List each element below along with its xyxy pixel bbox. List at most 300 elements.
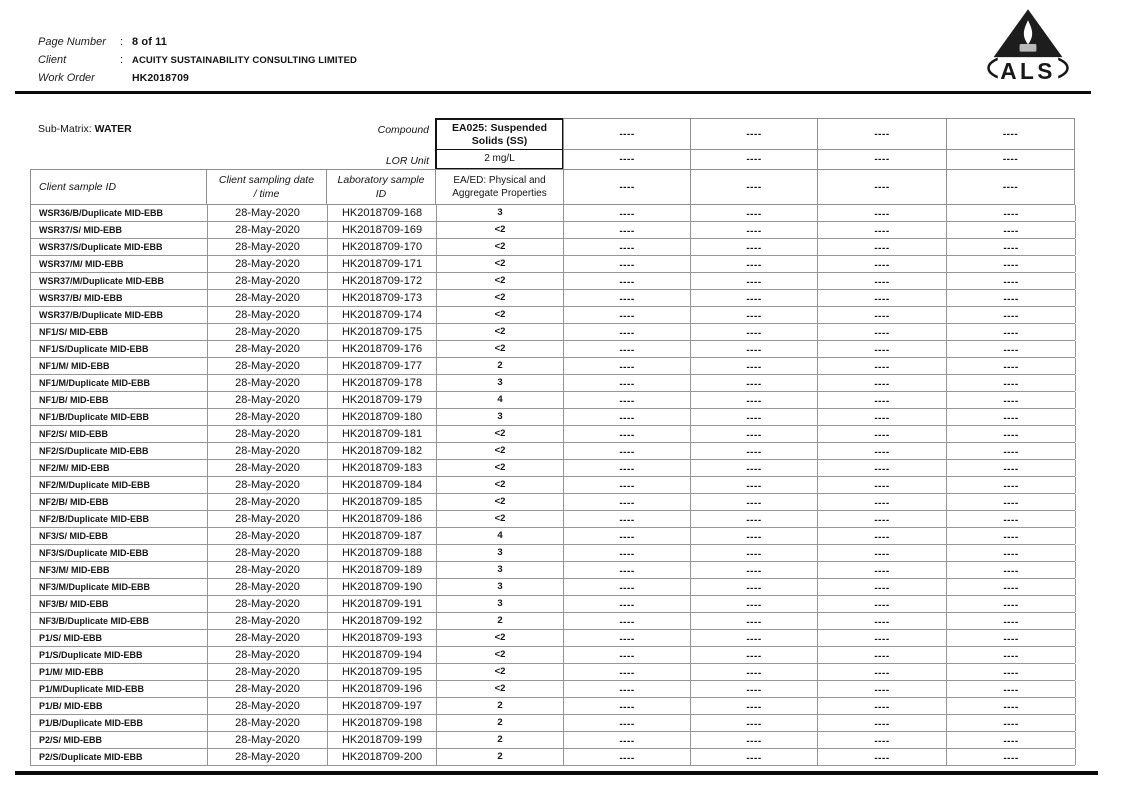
placeholder-dash: ---- — [947, 545, 1076, 561]
placeholder-dash: ---- — [818, 426, 947, 442]
placeholder-dash: ---- — [947, 290, 1076, 306]
result-value: 2 — [437, 613, 564, 629]
placeholder-dash: ---- — [947, 273, 1076, 289]
placeholder-dash: ---- — [564, 205, 691, 221]
sampling-date: 28-May-2020 — [208, 460, 328, 476]
sampling-date: 28-May-2020 — [208, 426, 328, 442]
placeholder-dash: ---- — [947, 681, 1076, 697]
result-value: <2 — [437, 664, 564, 680]
placeholder-dash: ---- — [947, 715, 1076, 731]
result-value: 2 — [437, 698, 564, 714]
table-row — [31, 749, 1075, 766]
table-row — [31, 341, 1075, 358]
placeholder-dash: ---- — [947, 494, 1076, 510]
placeholder-dash: ---- — [947, 341, 1076, 357]
result-value: 2 — [437, 732, 564, 748]
placeholder-dash: ---- — [818, 630, 947, 646]
lab-sample-id: HK2018709-197 — [328, 698, 437, 714]
table-row — [31, 460, 1075, 477]
placeholder-dash: ---- — [691, 341, 818, 357]
lab-sample-id: HK2018709-185 — [328, 494, 437, 510]
lab-sample-id: HK2018709-195 — [328, 664, 437, 680]
placeholder-dash: ---- — [818, 273, 947, 289]
sampling-date: 28-May-2020 — [208, 562, 328, 578]
page-number-value: 8 of 11 — [132, 36, 167, 48]
lab-sample-id: HK2018709-171 — [328, 256, 437, 272]
result-value: <2 — [437, 477, 564, 493]
empty-compound-cell — [690, 118, 818, 150]
placeholder-dash: ---- — [947, 256, 1076, 272]
placeholder-dash: ---- — [947, 443, 1076, 459]
placeholder-dash: ---- — [564, 562, 691, 578]
sampling-date: 28-May-2020 — [208, 749, 328, 765]
sampling-date: 28-May-2020 — [208, 341, 328, 357]
lab-sample-id: HK2018709-180 — [328, 409, 437, 425]
result-value: <2 — [437, 273, 564, 289]
placeholder-dash: ---- — [947, 392, 1076, 408]
lab-sample-id: HK2018709-181 — [328, 426, 437, 442]
sampling-date: 28-May-2020 — [208, 647, 328, 663]
client-sample-id: NF1/B/ MID-EBB — [31, 392, 208, 408]
table-row — [31, 647, 1075, 664]
placeholder-dash: ---- — [564, 256, 691, 272]
sampling-date: 28-May-2020 — [208, 664, 328, 680]
result-value: 4 — [437, 528, 564, 544]
placeholder-dash: ---- — [691, 715, 818, 731]
result-value: <2 — [437, 222, 564, 238]
placeholder-dash: ---- — [947, 562, 1076, 578]
lab-sample-id: HK2018709-178 — [328, 375, 437, 391]
placeholder-dash: ---- — [818, 460, 947, 476]
placeholder-dash: ---- — [691, 392, 818, 408]
lab-sample-id: HK2018709-170 — [328, 239, 437, 255]
sampling-date: 28-May-2020 — [208, 681, 328, 697]
empty-compound-cell — [563, 118, 691, 150]
placeholder-dash: ---- — [619, 128, 635, 140]
empty-lor-cell — [817, 149, 947, 170]
client-sample-id: NF3/S/Duplicate MID-EBB — [31, 545, 208, 561]
result-value: <2 — [437, 256, 564, 272]
placeholder-dash: ---- — [947, 732, 1076, 748]
sub-matrix-label: Sub-Matrix: — [38, 123, 92, 135]
sampling-date: 28-May-2020 — [208, 545, 328, 561]
placeholder-dash: ---- — [818, 443, 947, 459]
placeholder-dash: ---- — [947, 222, 1076, 238]
placeholder-dash: ---- — [818, 205, 947, 221]
placeholder-dash: ---- — [947, 239, 1076, 255]
sampling-date: 28-May-2020 — [208, 698, 328, 714]
placeholder-dash: ---- — [947, 630, 1076, 646]
sampling-date: 28-May-2020 — [208, 392, 328, 408]
table-row — [31, 443, 1075, 460]
sampling-date: 28-May-2020 — [208, 732, 328, 748]
lab-sample-id: HK2018709-192 — [328, 613, 437, 629]
placeholder-dash: ---- — [691, 732, 818, 748]
lab-sample-id: HK2018709-196 — [328, 681, 437, 697]
sampling-date: 28-May-2020 — [208, 375, 328, 391]
page-number-field — [38, 36, 357, 54]
table-row — [31, 477, 1075, 494]
sampling-date: 28-May-2020 — [208, 307, 328, 323]
client-sample-id: P1/M/Duplicate MID-EBB — [31, 681, 208, 697]
result-value: <2 — [437, 630, 564, 646]
empty-compound-cell — [946, 118, 1075, 150]
placeholder-dash: ---- — [818, 324, 947, 340]
client-field — [38, 54, 357, 72]
client-value: ACUITY SUSTAINABILITY CONSULTING LIMITED — [132, 55, 357, 66]
placeholder-dash: ---- — [1002, 128, 1019, 140]
placeholder-dash: ---- — [564, 426, 691, 442]
result-value: <2 — [437, 647, 564, 663]
result-value: 3 — [437, 409, 564, 425]
client-sample-id: NF1/M/ MID-EBB — [31, 358, 208, 374]
placeholder-dash: ---- — [691, 443, 818, 459]
table-row — [31, 375, 1075, 392]
sampling-date: 28-May-2020 — [208, 409, 328, 425]
placeholder-dash: ---- — [818, 732, 947, 748]
client-sample-id: NF3/B/Duplicate MID-EBB — [31, 613, 208, 629]
placeholder-dash: ---- — [564, 749, 691, 765]
placeholder-dash: ---- — [818, 681, 947, 697]
placeholder-dash: ---- — [564, 290, 691, 306]
sampling-date: 28-May-2020 — [208, 477, 328, 493]
result-value: 3 — [437, 596, 564, 612]
placeholder-dash: ---- — [874, 128, 890, 140]
result-value: <2 — [437, 681, 564, 697]
lab-sample-id: HK2018709-183 — [328, 460, 437, 476]
lab-sample-id: HK2018709-200 — [328, 749, 437, 765]
client-sample-id: P1/B/ MID-EBB — [31, 698, 208, 714]
analyte-name-line1: EA025: Suspended — [451, 121, 548, 134]
lab-sample-id: HK2018709-177 — [328, 358, 437, 374]
work-order-field — [38, 72, 357, 90]
placeholder-dash: ---- — [691, 613, 818, 629]
client-sample-id: P1/B/Duplicate MID-EBB — [31, 715, 208, 731]
result-value: 2 — [437, 358, 564, 374]
table-body — [30, 205, 1075, 766]
placeholder-dash: ---- — [947, 596, 1076, 612]
placeholder-dash: ---- — [691, 222, 818, 238]
lab-sample-id: HK2018709-175 — [328, 324, 437, 340]
lab-sample-id: HK2018709-191 — [328, 596, 437, 612]
result-value: <2 — [437, 239, 564, 255]
lab-sample-id: HK2018709-169 — [328, 222, 437, 238]
table-row — [31, 392, 1075, 409]
result-value: 3 — [437, 205, 564, 221]
placeholder-dash: ---- — [691, 426, 818, 442]
sampling-date: 28-May-2020 — [208, 511, 328, 527]
column-header-line1: Laboratory sample — [337, 174, 425, 186]
client-sample-id: P1/S/ MID-EBB — [31, 630, 208, 646]
lab-sample-id: HK2018709-199 — [328, 732, 437, 748]
empty-group-cell — [946, 169, 1075, 205]
empty-lor-cell — [563, 149, 691, 170]
placeholder-dash: ---- — [691, 460, 818, 476]
sampling-date: 28-May-2020 — [208, 358, 328, 374]
lab-sample-id: HK2018709-189 — [328, 562, 437, 578]
result-value: 3 — [437, 579, 564, 595]
table-row — [31, 205, 1075, 222]
table-row — [31, 528, 1075, 545]
empty-group-cell — [690, 169, 818, 205]
result-value: <2 — [437, 341, 564, 357]
client-sample-id: WSR37/S/ MID-EBB — [31, 222, 208, 238]
placeholder-dash: ---- — [564, 681, 691, 697]
result-value: <2 — [437, 426, 564, 442]
placeholder-dash: ---- — [691, 528, 818, 544]
placeholder-dash: ---- — [818, 307, 947, 323]
placeholder-dash: ---- — [947, 409, 1076, 425]
result-value: 3 — [437, 545, 564, 561]
client-sample-id: WSR37/B/Duplicate MID-EBB — [31, 307, 208, 323]
sampling-date: 28-May-2020 — [208, 579, 328, 595]
lor-unit-row-label: LOR Unit — [385, 155, 429, 167]
client-sample-id: NF1/B/Duplicate MID-EBB — [31, 409, 208, 425]
analyte-name — [437, 120, 562, 150]
placeholder-dash: ---- — [947, 477, 1076, 493]
column-header-line2: / time — [253, 188, 280, 200]
placeholder-dash: ---- — [564, 341, 691, 357]
placeholder-dash: ---- — [818, 511, 947, 527]
table-row — [31, 239, 1075, 256]
lab-sample-id: HK2018709-174 — [328, 307, 437, 323]
placeholder-dash: ---- — [564, 222, 691, 238]
placeholder-dash: ---- — [691, 324, 818, 340]
placeholder-dash: ---- — [564, 715, 691, 731]
empty-lor-cell — [946, 149, 1075, 170]
placeholder-dash: ---- — [691, 579, 818, 595]
placeholder-dash: ---- — [818, 596, 947, 612]
result-value: 4 — [437, 392, 564, 408]
sampling-date: 28-May-2020 — [208, 290, 328, 306]
placeholder-dash: ---- — [564, 392, 691, 408]
page-header — [38, 36, 357, 90]
placeholder-dash: ---- — [947, 579, 1076, 595]
lab-sample-id: HK2018709-172 — [328, 273, 437, 289]
page-number-separator: : — [120, 36, 124, 48]
placeholder-dash: ---- — [691, 698, 818, 714]
result-value: <2 — [437, 460, 564, 476]
lab-sample-id: HK2018709-176 — [328, 341, 437, 357]
table-row — [31, 494, 1075, 511]
lab-sample-id: HK2018709-186 — [328, 511, 437, 527]
sampling-date: 28-May-2020 — [208, 528, 328, 544]
analyte-name-line2: Solids (SS) — [471, 134, 528, 147]
placeholder-dash: ---- — [746, 154, 762, 165]
lab-sample-id: HK2018709-173 — [328, 290, 437, 306]
client-sample-id: NF2/B/ MID-EBB — [31, 494, 208, 510]
client-sample-id: WSR36/B/Duplicate MID-EBB — [31, 205, 208, 221]
placeholder-dash: ---- — [947, 358, 1076, 374]
placeholder-dash: ---- — [691, 409, 818, 425]
placeholder-dash: ---- — [691, 494, 818, 510]
sampling-date: 28-May-2020 — [208, 596, 328, 612]
empty-group-cell — [817, 169, 947, 205]
table-row — [31, 545, 1075, 562]
placeholder-dash: ---- — [564, 579, 691, 595]
placeholder-dash: ---- — [947, 375, 1076, 391]
placeholder-dash: ---- — [691, 256, 818, 272]
empty-compound-cell — [817, 118, 947, 150]
placeholder-dash: ---- — [564, 732, 691, 748]
lab-sample-id: HK2018709-188 — [328, 545, 437, 561]
placeholder-dash: ---- — [564, 307, 691, 323]
header-rule — [15, 91, 1091, 94]
placeholder-dash: ---- — [691, 358, 818, 374]
placeholder-dash: ---- — [818, 528, 947, 544]
placeholder-dash: ---- — [947, 460, 1076, 476]
table-row — [31, 698, 1075, 715]
table-row — [31, 307, 1075, 324]
client-sample-id: NF1/S/ MID-EBB — [31, 324, 208, 340]
placeholder-dash: ---- — [691, 596, 818, 612]
placeholder-dash: ---- — [818, 494, 947, 510]
method-group-line2: Aggregate Properties — [452, 188, 547, 199]
placeholder-dash: ---- — [818, 256, 947, 272]
page-number-label: Page Number — [38, 36, 106, 48]
placeholder-dash: ---- — [691, 477, 818, 493]
placeholder-dash: ---- — [818, 375, 947, 391]
placeholder-dash: ---- — [947, 664, 1076, 680]
work-order-label: Work Order — [38, 72, 95, 84]
placeholder-dash: ---- — [818, 749, 947, 765]
client-sample-id: WSR37/S/Duplicate MID-EBB — [31, 239, 208, 255]
placeholder-dash: ---- — [818, 698, 947, 714]
placeholder-dash: ---- — [1002, 154, 1019, 165]
placeholder-dash: ---- — [691, 664, 818, 680]
client-sample-id: NF2/M/Duplicate MID-EBB — [31, 477, 208, 493]
client-sample-id: P1/M/ MID-EBB — [31, 664, 208, 680]
placeholder-dash: ---- — [818, 579, 947, 595]
client-sample-id: NF1/S/Duplicate MID-EBB — [31, 341, 208, 357]
placeholder-dash: ---- — [947, 613, 1076, 629]
placeholder-dash: ---- — [619, 181, 635, 193]
table-header — [30, 118, 1075, 205]
placeholder-dash: ---- — [947, 511, 1076, 527]
placeholder-dash: ---- — [564, 647, 691, 663]
table-row — [31, 630, 1075, 647]
result-value: 3 — [437, 375, 564, 391]
table-row — [31, 732, 1075, 749]
placeholder-dash: ---- — [947, 647, 1076, 663]
column-header-text: Client sample ID — [39, 181, 117, 193]
table-row — [31, 596, 1075, 613]
placeholder-dash: ---- — [746, 181, 762, 193]
placeholder-dash: ---- — [691, 647, 818, 663]
placeholder-dash: ---- — [564, 511, 691, 527]
als-flame-triangle-icon — [986, 8, 1070, 86]
placeholder-dash: ---- — [564, 239, 691, 255]
client-sample-id: WSR37/B/ MID-EBB — [31, 290, 208, 306]
table-row — [31, 715, 1075, 732]
placeholder-dash: ---- — [691, 630, 818, 646]
placeholder-dash: ---- — [564, 358, 691, 374]
sampling-date: 28-May-2020 — [208, 256, 328, 272]
lab-sample-id: HK2018709-187 — [328, 528, 437, 544]
method-group-header — [435, 169, 564, 205]
placeholder-dash: ---- — [818, 545, 947, 561]
placeholder-dash: ---- — [619, 154, 635, 165]
placeholder-dash: ---- — [564, 613, 691, 629]
result-value: <2 — [437, 307, 564, 323]
result-value: 3 — [437, 562, 564, 578]
empty-lor-cell — [690, 149, 818, 170]
client-sample-id: WSR37/M/Duplicate MID-EBB — [31, 273, 208, 289]
placeholder-dash: ---- — [564, 443, 691, 459]
sampling-date: 28-May-2020 — [208, 324, 328, 340]
placeholder-dash: ---- — [564, 528, 691, 544]
placeholder-dash: ---- — [818, 562, 947, 578]
placeholder-dash: ---- — [691, 205, 818, 221]
sampling-date: 28-May-2020 — [208, 715, 328, 731]
analyte-lor-unit: 2 mg/L — [484, 153, 515, 164]
column-header-client-sample-id — [30, 169, 207, 205]
placeholder-dash: ---- — [691, 681, 818, 697]
placeholder-dash: ---- — [691, 511, 818, 527]
empty-group-cell — [563, 169, 691, 205]
table-row — [31, 358, 1075, 375]
placeholder-dash: ---- — [947, 528, 1076, 544]
lab-sample-id: HK2018709-198 — [328, 715, 437, 731]
placeholder-dash: ---- — [691, 562, 818, 578]
placeholder-dash: ---- — [818, 358, 947, 374]
placeholder-dash: ---- — [947, 307, 1076, 323]
placeholder-dash: ---- — [564, 324, 691, 340]
placeholder-dash: ---- — [818, 239, 947, 255]
placeholder-dash: ---- — [564, 460, 691, 476]
sampling-date: 28-May-2020 — [208, 273, 328, 289]
placeholder-dash: ---- — [818, 392, 947, 408]
placeholder-dash: ---- — [818, 222, 947, 238]
table-row — [31, 290, 1075, 307]
result-value: <2 — [437, 290, 564, 306]
placeholder-dash: ---- — [691, 273, 818, 289]
placeholder-dash: ---- — [564, 698, 691, 714]
lab-sample-id: HK2018709-182 — [328, 443, 437, 459]
placeholder-dash: ---- — [564, 409, 691, 425]
placeholder-dash: ---- — [947, 426, 1076, 442]
placeholder-dash: ---- — [818, 647, 947, 663]
sampling-date: 28-May-2020 — [208, 205, 328, 221]
sampling-date: 28-May-2020 — [208, 613, 328, 629]
lab-sample-id: HK2018709-194 — [328, 647, 437, 663]
lab-sample-id: HK2018709-179 — [328, 392, 437, 408]
sampling-date: 28-May-2020 — [208, 630, 328, 646]
result-value: <2 — [437, 511, 564, 527]
table-row — [31, 613, 1075, 630]
placeholder-dash: ---- — [746, 128, 762, 140]
sampling-date: 28-May-2020 — [208, 494, 328, 510]
work-order-value: HK2018709 — [132, 72, 189, 84]
table-row — [31, 579, 1075, 596]
table-row — [31, 324, 1075, 341]
placeholder-dash: ---- — [874, 181, 890, 193]
client-separator: : — [120, 54, 124, 66]
result-value: <2 — [437, 443, 564, 459]
result-value: <2 — [437, 494, 564, 510]
lab-sample-id: HK2018709-168 — [328, 205, 437, 221]
table-row — [31, 409, 1075, 426]
client-sample-id: NF3/M/ MID-EBB — [31, 562, 208, 578]
placeholder-dash: ---- — [947, 324, 1076, 340]
placeholder-dash: ---- — [691, 545, 818, 561]
table-row — [31, 273, 1075, 290]
placeholder-dash: ---- — [691, 239, 818, 255]
placeholder-dash: ---- — [818, 409, 947, 425]
sub-matrix-value: WATER — [94, 123, 132, 135]
placeholder-dash: ---- — [691, 375, 818, 391]
placeholder-dash: ---- — [564, 664, 691, 680]
